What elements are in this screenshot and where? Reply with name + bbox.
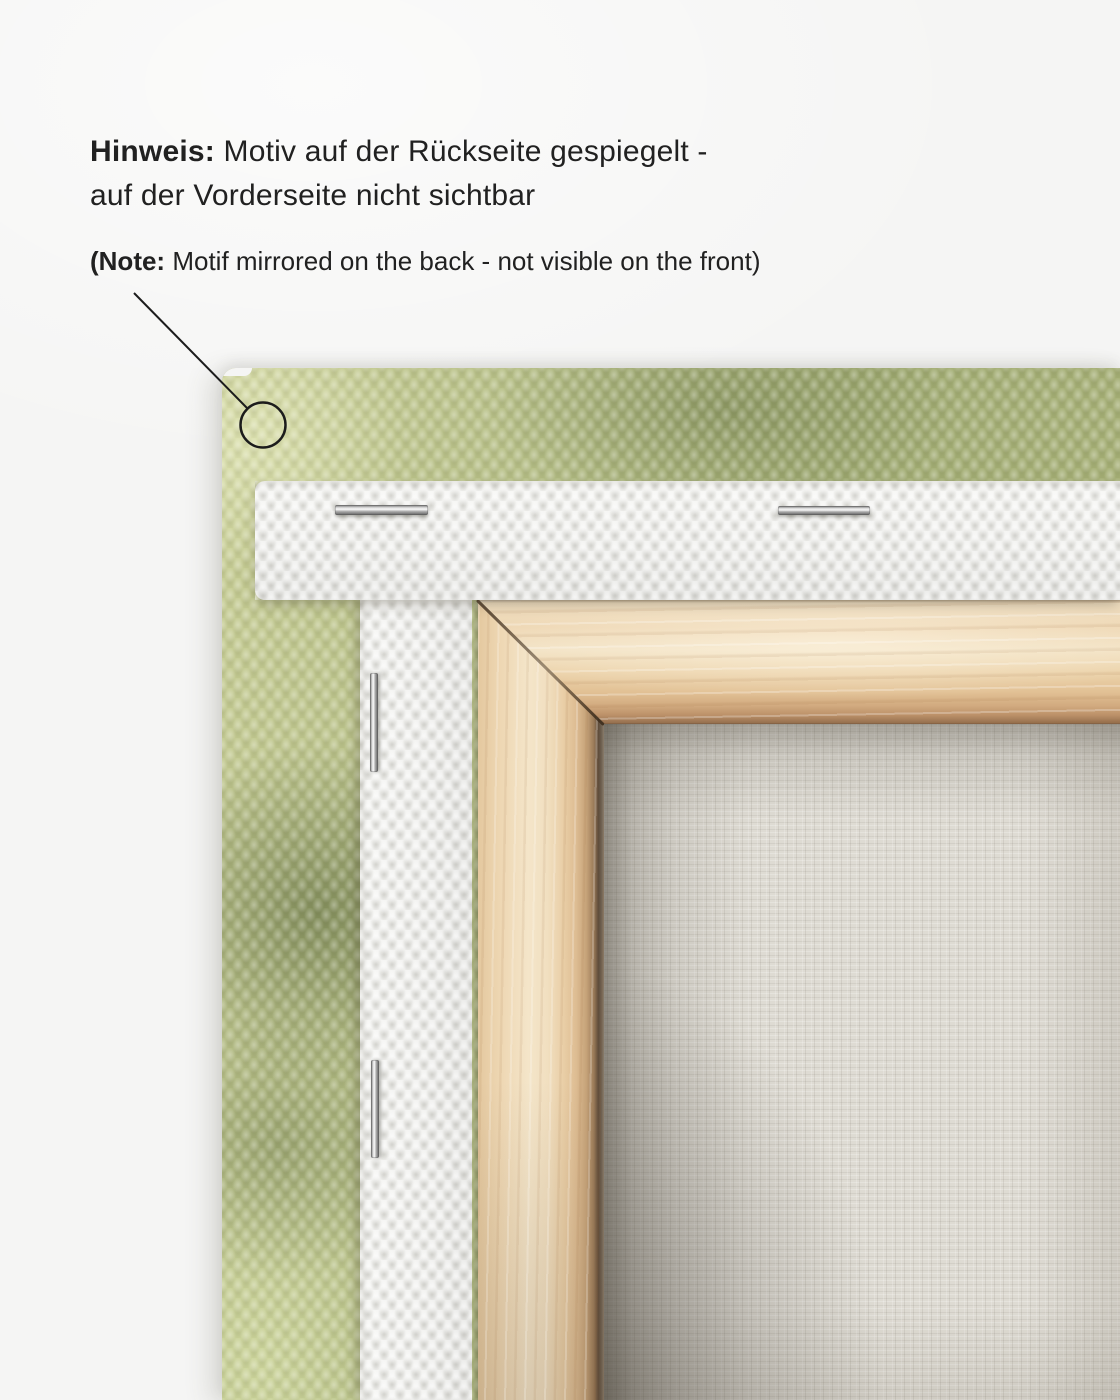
staple-top-right bbox=[778, 506, 870, 515]
staple-top-left bbox=[335, 505, 428, 515]
canvas-back-photo bbox=[222, 368, 1120, 1400]
staple-left-upper bbox=[370, 673, 378, 772]
note-german-label: Hinweis: bbox=[90, 135, 215, 168]
note-english-label: (Note: bbox=[90, 246, 166, 276]
note-block bbox=[90, 130, 760, 278]
canvas-back-inner bbox=[604, 724, 1120, 1400]
note-german-line2: auf der Vorderseite nicht sichtbar bbox=[90, 179, 536, 212]
note-german bbox=[90, 130, 760, 218]
note-german-line1: Motiv auf der Rückseite gespiegelt - bbox=[223, 135, 708, 168]
note-english-text: Motif mirrored on the back - not visible on the front) bbox=[172, 246, 761, 276]
stretcher-bar-left bbox=[478, 600, 604, 1400]
canvas-top-fold bbox=[255, 481, 1120, 600]
note-english bbox=[90, 244, 760, 278]
staple-left-lower bbox=[371, 1060, 379, 1158]
